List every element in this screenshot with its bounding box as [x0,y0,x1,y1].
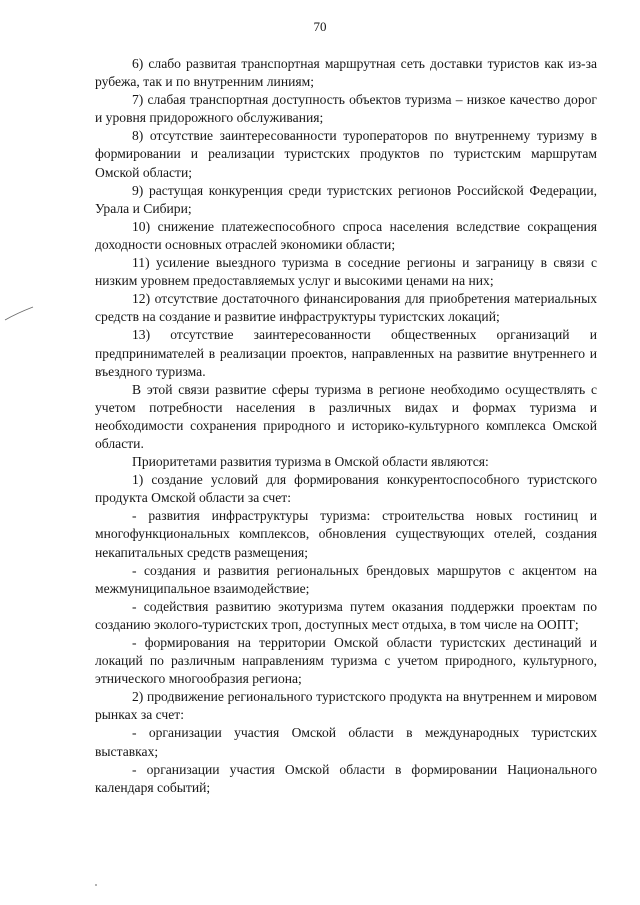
scan-dot [95,884,97,886]
priority-2-bullet-1: - организации участия Омской области в международных туристских выставках; [95,725,597,759]
paragraph-conclusion: В этой связи развитие сферы туризма в регионе необходимо осуществлять с учетом потребности населения в различных видах и формах туризма и необходимости сохранения природного и историко-культурного комплекса Омской области. [95,381,597,451]
priority-1: 1) создание условий для формирования конкурентоспособного туристского продукта Омской области за счет: [95,472,597,506]
list-item-13: 13) отсутствие заинтересованности общественных организаций и предпринимателей в реализации проектов, направленных на развитие внутреннего и въездного туризма. [95,327,597,379]
list-item-12: 12) отсутствие достаточного финансирования для приобретения материальных средств на создание и развитие инфраструктуры туристских локаций; [95,291,597,325]
priority-2-bullet-2: - организации участия Омской области в формировании Национального календаря событий; [95,761,597,795]
list-item-10: 10) снижение платежеспособного спроса населения вследствие сокращения доходности основных отраслей экономики области; [95,218,597,252]
list-item-9: 9) растущая конкуренция среди туристских регионов Российской Федерации, Урала и Сибири; [95,182,597,216]
priority-1-bullet-2: - создания и развития региональных брендовых маршрутов с акцентом на межмуниципальное взаимодействие; [95,562,597,596]
priority-1-bullet-3: - содействия развитию экотуризма путем оказания поддержки проектам по созданию эколого-туристских троп, доступных мест отдыха, в том числе на ООПТ; [95,598,597,632]
priority-2: 2) продвижение регионального туристского продукта на внутреннем и мировом рынках за счет: [95,689,597,723]
page-number: 70 [313,19,327,34]
list-item-7: 7) слабая транспортная доступность объектов туризма – низкое качество дорог и уровня придорожного обслуживания; [95,92,597,126]
priorities-heading: Приоритетами развития туризма в Омской области являются: [132,454,489,470]
priority-1-bullet-4: - формирования на территории Омской области туристских дестинаций и локаций по различным направлениям туризма с учетом природного, культурного, этнического многообразия региона; [95,635,597,687]
list-item-11: 11) усиление выездного туризма в соседние регионы и заграницу в связи с низким уровнем предоставляемых услуг и высокими ценами на них; [95,255,597,289]
list-item-8: 8) отсутствие заинтересованности туроператоров по внутреннему туризму в формировании и реализации туристских продуктов по туристским маршрутам Омской области; [95,128,597,180]
list-item-6: 6) слабо развитая транспортная маршрутная сеть доставки туристов как из-за рубежа, так и по внутренним линиям; [95,56,597,90]
document-body [95,55,597,797]
priority-1-bullet-1: - развития инфраструктуры туризма: строительства новых гостиниц и многофункциональных комплексов, обновления существующих отелей, создания некапитальных средств размещения; [95,508,597,560]
margin-pen-mark [4,304,34,322]
